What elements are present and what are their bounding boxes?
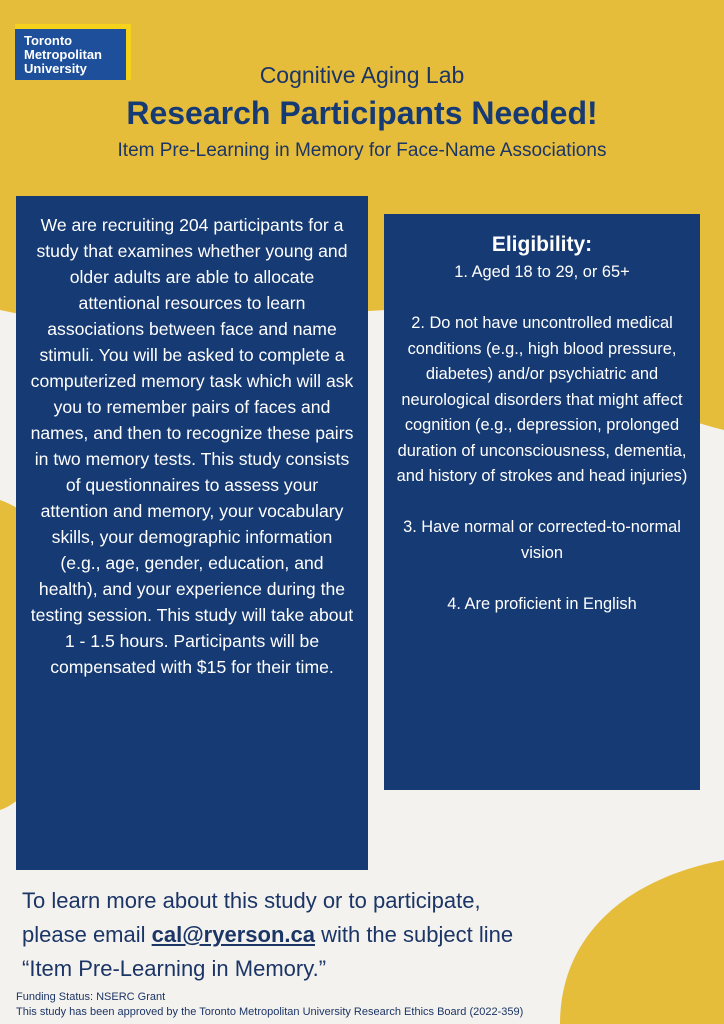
contact-line-1: To learn more about this study or to participate, xyxy=(22,888,481,913)
email-link[interactable]: cal@ryerson.ca xyxy=(151,922,315,947)
contact-line-2 xyxy=(22,918,702,952)
eligibility-item-3: 3. Have normal or corrected-to-normal vision xyxy=(403,518,681,562)
contact-prefix: please email xyxy=(22,922,152,947)
contact-line-3: “Item Pre-Learning in Memory.” xyxy=(22,956,327,981)
eligibility-item-1: 1. Aged 18 to 29, or 65+ xyxy=(454,263,630,281)
page-title: Research Participants Needed! xyxy=(126,95,598,131)
eligibility-item-2: 2. Do not have uncontrolled medical conditions (e.g., high blood pressure, diabetes) and/or psychiatric and neurological disorders that might affect cognition (e.g., depression, prolonged duration of unconsciousness, dementia, and history of strokes and head injuries) xyxy=(396,314,688,485)
eligibility-item-4: 4. Are proficient in English xyxy=(447,594,637,613)
funding-status: Funding Status: NSERC Grant xyxy=(16,991,166,1003)
study-description-panel xyxy=(16,196,368,870)
logo-line-2: Metropolitan xyxy=(24,47,102,62)
ethics-approval: This study has been approved by the Toronto Metropolitan University Research Ethics Board (2022-359) xyxy=(16,1006,524,1018)
lab-name: Cognitive Aging Lab xyxy=(259,62,465,88)
eligibility-title: Eligibility: xyxy=(491,233,593,256)
logo-line-1: Toronto xyxy=(24,33,73,48)
study-subtitle: Item Pre-Learning in Memory for Face-Name Associations xyxy=(117,140,607,161)
eligibility-panel xyxy=(384,214,700,790)
logo-line-3: University xyxy=(24,61,87,76)
footer xyxy=(16,990,716,1020)
contact-suffix: with the subject line xyxy=(314,922,514,947)
contact-info xyxy=(22,884,702,986)
study-description-text: We are recruiting 204 participants for a study that examines whether young and older adults are able to allocate attentional resources to learn associations between face and name stimuli. You will be asked to complete a computerized memory task which will ask you to remember pairs of faces and names, and then to recognize these pairs in two memory tests. This study consists of questionnaires to assess your attention and memory, your vocabulary skills, your demographic information (e.g., age, gender, education, and health), and your experience during the testing session. This study will take about 1 - 1.5 hours. Participants will be compensated with $15 for their time. xyxy=(30,215,354,677)
